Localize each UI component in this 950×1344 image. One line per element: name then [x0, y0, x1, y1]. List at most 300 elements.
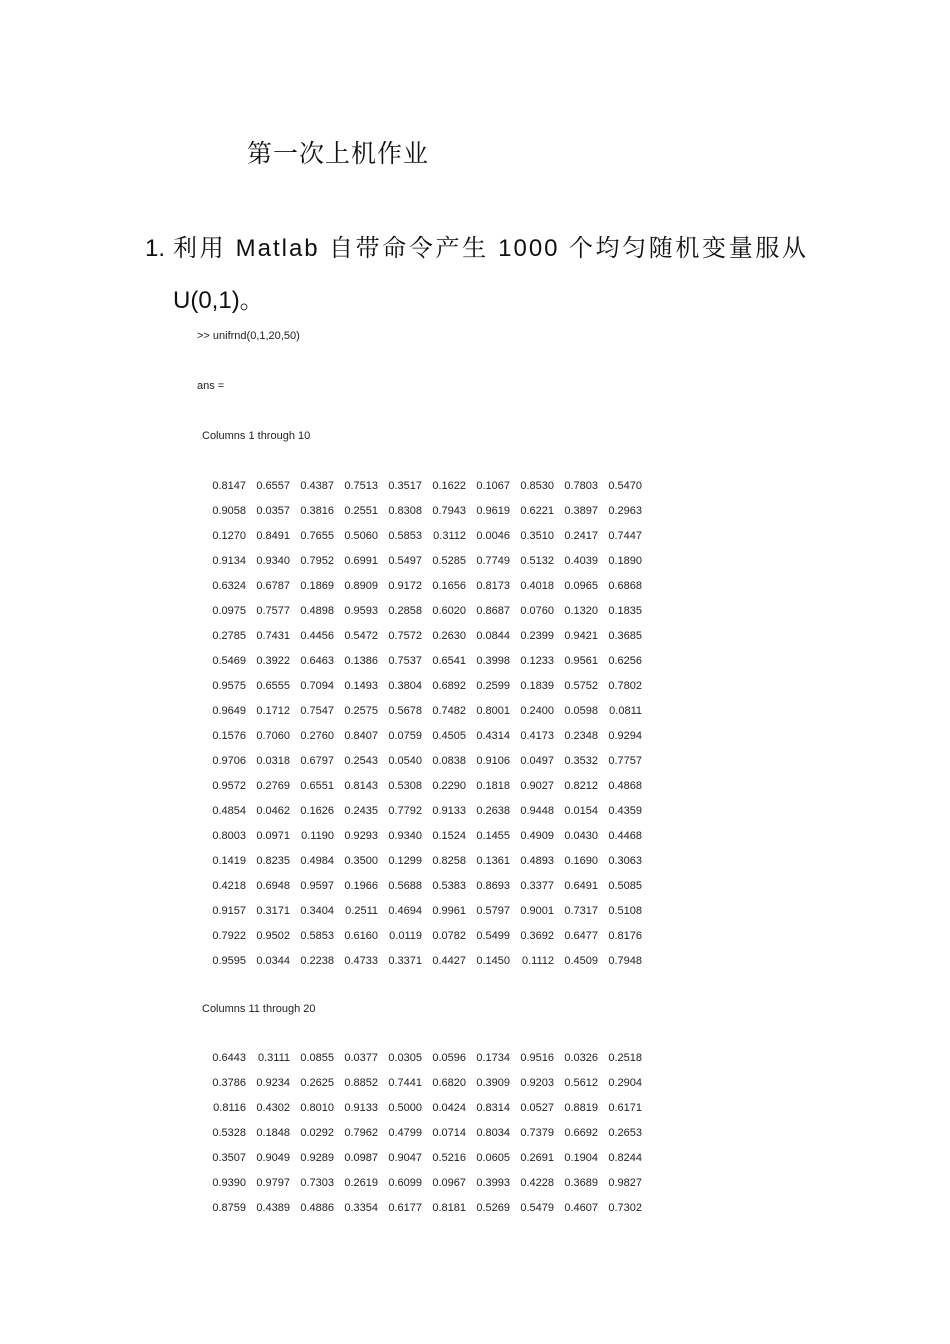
matrix-cell: 0.2575 [344, 704, 378, 717]
matrix-cell: 0.9234 [256, 1076, 290, 1089]
matrix-row [202, 748, 642, 773]
matlab-command: >> unifrnd(0,1,20,50) [197, 330, 300, 342]
matrix-cell: 0.3377 [520, 879, 554, 892]
matrix-cell: 0.4228 [520, 1176, 554, 1189]
matrix-cell: 0.0844 [476, 629, 510, 642]
matrix-cell: 0.2599 [476, 679, 510, 692]
matrix-cell: 0.9597 [300, 879, 334, 892]
matrix-cell: 0.4359 [608, 804, 642, 817]
matrix-cell: 0.9421 [564, 629, 598, 642]
matrix-cell: 0.0965 [564, 579, 598, 592]
matrix-row [202, 1070, 642, 1095]
matrix-cell: 0.1818 [476, 779, 510, 792]
matrix-cell: 0.4694 [388, 904, 422, 917]
matrix-cell: 0.7302 [608, 1201, 642, 1214]
matrix-cell: 0.1626 [300, 804, 334, 817]
matrix-cell: 0.2858 [388, 604, 422, 617]
matrix-cell: 0.7962 [344, 1126, 378, 1139]
matrix-cell: 0.9561 [564, 654, 598, 667]
matrix-cell: 0.9619 [476, 504, 510, 517]
matrix-cell: 0.6221 [520, 504, 554, 517]
matrix-cell: 0.9133 [432, 804, 466, 817]
matrix-cell: 0.5383 [432, 879, 466, 892]
matrix-cell: 0.9390 [212, 1176, 246, 1189]
matrix-cell: 0.7513 [344, 479, 378, 492]
matrix-cell: 0.4427 [432, 954, 466, 967]
matrix-cell: 0.3993 [476, 1176, 510, 1189]
matrix-cell: 0.1712 [256, 704, 290, 717]
matrix-cell: 0.8759 [212, 1201, 246, 1214]
matrix-cell: 0.8244 [608, 1151, 642, 1164]
matrix-cell: 0.1493 [344, 679, 378, 692]
matrix-cell: 0.5612 [564, 1076, 598, 1089]
matrix-cell: 0.7537 [388, 654, 422, 667]
matrix-cell: 0.1869 [300, 579, 334, 592]
matrix-cell: 0.3112 [433, 529, 466, 542]
matrix-cell: 0.7922 [212, 929, 246, 942]
matrix-cell: 0.9203 [520, 1076, 554, 1089]
matrix-cell: 0.3897 [564, 504, 598, 517]
matrix-cell: 0.1835 [608, 604, 642, 617]
matrix-cell: 0.6551 [300, 779, 334, 792]
matrix-cell: 0.6991 [344, 554, 378, 567]
matrix-cell: 0.0782 [432, 929, 466, 942]
matrix-cell: 0.7441 [388, 1076, 422, 1089]
matrix-cell: 0.6787 [256, 579, 290, 592]
matrix-cell: 0.2638 [476, 804, 510, 817]
matrix-row [202, 873, 642, 898]
matrix-cell: 0.7431 [256, 629, 290, 642]
matrix-cell: 0.6177 [388, 1201, 422, 1214]
matrix-cell: 0.8308 [388, 504, 422, 517]
matrix-cell: 0.9593 [344, 604, 378, 617]
matrix-cell: 0.3063 [608, 854, 642, 867]
matrix-row [202, 948, 642, 973]
matrix-cell: 0.5752 [564, 679, 598, 692]
matrix-cell: 0.9049 [256, 1151, 290, 1164]
matrix-cell: 0.9293 [344, 829, 378, 842]
matrix-cell: 0.2543 [344, 754, 378, 767]
matrix-cell: 0.5797 [476, 904, 510, 917]
matrix-cell: 0.6160 [344, 929, 378, 942]
matrix-cell: 0.3909 [476, 1076, 510, 1089]
matrix-row [202, 498, 642, 523]
matrix-cell: 0.9172 [388, 579, 422, 592]
matrix-cell: 0.6868 [608, 579, 642, 592]
matrix-cell: 0.1734 [476, 1051, 510, 1064]
matrix-cell: 0.0357 [256, 504, 290, 517]
matrix-cell: 0.0430 [564, 829, 598, 842]
matrix-cell: 0.9706 [212, 754, 246, 767]
matrix-cell: 0.2619 [344, 1176, 378, 1189]
matrix-cell: 0.7802 [608, 679, 642, 692]
matrix-cell: 0.0838 [432, 754, 466, 767]
matrix-cell: 0.1839 [520, 679, 554, 692]
matrix-cell: 0.8491 [256, 529, 290, 542]
matrix-cell: 0.5085 [608, 879, 642, 892]
matrix-cell: 0.4468 [608, 829, 642, 842]
columns-header-1: Columns 1 through 10 [202, 430, 311, 442]
matrix-cell: 0.1966 [344, 879, 378, 892]
matrix-cell: 0.5216 [432, 1151, 466, 1164]
matrix-cell: 0.6820 [432, 1076, 466, 1089]
matrix-row [202, 523, 642, 548]
matrix-cell: 0.7655 [300, 529, 334, 542]
matrix-cell: 0.4799 [388, 1126, 422, 1139]
matrix-cell: 0.6892 [432, 679, 466, 692]
question-text-line1: 利用 Matlab 自带命令产生 1000 个均匀随机变量服从 [173, 235, 808, 262]
matrix-cell: 0.4505 [432, 729, 466, 742]
matrix-cell: 0.2653 [608, 1126, 642, 1139]
matrix-cell: 0.6324 [212, 579, 246, 592]
matrix-cell: 0.3171 [256, 904, 290, 917]
matrix-cell: 0.4302 [256, 1101, 290, 1114]
matrix-cell: 0.8258 [432, 854, 466, 867]
matrix-cell: 0.0855 [300, 1051, 334, 1064]
matrix-row [202, 798, 642, 823]
matrix-cell: 0.2518 [608, 1051, 642, 1064]
matrix-cell: 0.0967 [432, 1176, 466, 1189]
matrix-block-1-body [202, 473, 642, 973]
matrix-cell: 0.3922 [256, 654, 290, 667]
matrix-cell: 0.5497 [388, 554, 422, 567]
matrix-cell: 0.3685 [608, 629, 642, 642]
matrix-cell: 0.3998 [476, 654, 510, 667]
matrix-cell: 0.3507 [212, 1151, 246, 1164]
matrix-cell: 0.6171 [608, 1101, 642, 1114]
matrix-cell: 0.1067 [476, 479, 510, 492]
matrix-cell: 0.0305 [388, 1051, 422, 1064]
matrix-cell: 0.6948 [256, 879, 290, 892]
matrix-cell: 0.4607 [564, 1201, 598, 1214]
matrix-cell: 0.0759 [388, 729, 422, 742]
matrix-cell: 0.4314 [476, 729, 510, 742]
matrix-cell: 0.4893 [520, 854, 554, 867]
matrix-cell: 0.6020 [432, 604, 466, 617]
matrix-cell: 0.1233 [520, 654, 554, 667]
matrix-cell: 0.5470 [608, 479, 642, 492]
matrix-cell: 0.0971 [256, 829, 290, 842]
matrix-cell: 0.2769 [256, 779, 290, 792]
matrix-cell: 0.8001 [476, 704, 510, 717]
matrix-cell: 0.8909 [344, 579, 378, 592]
matrix-cell: 0.2290 [432, 779, 466, 792]
matrix-cell: 0.1524 [432, 829, 466, 842]
matrix-cell: 0.2625 [300, 1076, 334, 1089]
matrix-cell: 0.0598 [564, 704, 598, 717]
matrix-block-2-body [202, 1045, 642, 1220]
matrix-cell: 0.1656 [432, 579, 466, 592]
matrix-cell: 0.6555 [256, 679, 290, 692]
matrix-cell: 0.9797 [256, 1176, 290, 1189]
matrix-row [202, 1145, 642, 1170]
matrix-cell: 0.9827 [608, 1176, 642, 1189]
matrix-cell: 0.5688 [388, 879, 422, 892]
matrix-cell: 0.1455 [476, 829, 510, 842]
matrix-cell: 0.6797 [300, 754, 334, 767]
matrix-row [202, 698, 642, 723]
matrix-cell: 0.1450 [476, 954, 510, 967]
matrix-cell: 0.2435 [344, 804, 378, 817]
matrix-cell: 0.1361 [476, 854, 510, 867]
matrix-row [202, 473, 642, 498]
matrix-cell: 0.3786 [212, 1076, 246, 1089]
matrix-cell: 0.2904 [608, 1076, 642, 1089]
matrix-cell: 0.4039 [564, 554, 598, 567]
matrix-cell: 0.5285 [432, 554, 466, 567]
matrix-cell: 0.8173 [476, 579, 510, 592]
matrix-cell: 0.7379 [520, 1126, 554, 1139]
matrix-cell: 0.5108 [608, 904, 642, 917]
matrix-cell: 0.1890 [608, 554, 642, 567]
matrix-cell: 0.0714 [432, 1126, 466, 1139]
matrix-cell: 0.1320 [564, 604, 598, 617]
matrix-cell: 0.2630 [432, 629, 466, 642]
matrix-cell: 0.7948 [608, 954, 642, 967]
matrix-cell: 0.8407 [344, 729, 378, 742]
matrix-cell: 0.8147 [212, 479, 246, 492]
matrix-cell: 0.9572 [212, 779, 246, 792]
matrix-cell: 0.9649 [212, 704, 246, 717]
ans-label: ans = [197, 380, 225, 392]
matrix-cell: 0.5469 [212, 654, 246, 667]
matrix-cell: 0.5328 [212, 1126, 246, 1139]
matrix-cell: 0.4868 [608, 779, 642, 792]
matrix-cell: 0.3689 [564, 1176, 598, 1189]
matrix-cell: 0.3500 [344, 854, 378, 867]
matrix-cell: 0.0975 [212, 604, 246, 617]
matrix-cell: 0.6256 [608, 654, 642, 667]
matrix-cell: 0.8687 [476, 604, 510, 617]
matrix-cell: 0.7572 [388, 629, 422, 642]
matrix-cell: 0.5000 [388, 1101, 422, 1114]
matrix-cell: 0.9157 [212, 904, 246, 917]
matrix-cell: 0.7803 [564, 479, 598, 492]
matrix-cell: 0.8235 [256, 854, 290, 867]
matrix-cell: 0.1112 [521, 954, 554, 967]
page-title: 第一次上机作业 [247, 139, 430, 168]
matrix-row [202, 1045, 642, 1070]
matrix-cell: 0.4898 [300, 604, 334, 617]
matrix-row [202, 623, 642, 648]
matrix-cell: 0.4173 [520, 729, 554, 742]
matrix-cell: 0.0540 [388, 754, 422, 767]
matrix-cell: 0.5678 [388, 704, 422, 717]
matrix-cell: 0.0377 [344, 1051, 378, 1064]
matrix-cell: 0.2399 [520, 629, 554, 642]
matrix-cell: 0.2400 [520, 704, 554, 717]
matrix-cell: 0.6541 [432, 654, 466, 667]
matrix-row [202, 848, 642, 873]
matrix-cell: 0.2963 [608, 504, 642, 517]
matrix-cell: 0.7060 [256, 729, 290, 742]
matrix-cell: 0.0119 [389, 929, 422, 942]
matrix-cell: 0.7792 [388, 804, 422, 817]
matrix-cell: 0.2348 [564, 729, 598, 742]
matrix-cell: 0.9289 [300, 1151, 334, 1164]
matrix-row [202, 673, 642, 698]
matrix-cell: 0.0318 [256, 754, 290, 767]
matrix-cell: 0.1904 [564, 1151, 598, 1164]
matrix-cell: 0.8034 [476, 1126, 510, 1139]
matrix-cell: 0.6557 [256, 479, 290, 492]
matrix-cell: 0.4886 [300, 1201, 334, 1214]
matrix-cell: 0.9001 [520, 904, 554, 917]
matrix-cell: 0.6692 [564, 1126, 598, 1139]
matrix-row [202, 598, 642, 623]
matrix-row [202, 823, 642, 848]
matrix-cell: 0.3510 [520, 529, 554, 542]
matrix-cell: 0.4509 [564, 954, 598, 967]
matrix-cell: 0.0497 [520, 754, 554, 767]
matrix-cell: 0.9961 [432, 904, 466, 917]
matrix-cell: 0.2785 [212, 629, 246, 642]
matrix-cell: 0.8530 [520, 479, 554, 492]
matrix-row [202, 548, 642, 573]
matrix-cell: 0.7094 [300, 679, 334, 692]
matrix-row [202, 1095, 642, 1120]
matrix-block-1 [202, 473, 642, 973]
matrix-row [202, 1170, 642, 1195]
matrix-cell: 0.7577 [256, 604, 290, 617]
matrix-cell: 0.2511 [345, 904, 378, 917]
matrix-cell: 0.9448 [520, 804, 554, 817]
matrix-row [202, 648, 642, 673]
matrix-cell: 0.3816 [300, 504, 334, 517]
matrix-cell: 0.7303 [300, 1176, 334, 1189]
matrix-cell: 0.1419 [212, 854, 246, 867]
matrix-cell: 0.6443 [212, 1051, 246, 1064]
matrix-row [202, 1120, 642, 1145]
matrix-cell: 0.0046 [476, 529, 510, 542]
matrix-cell: 0.9294 [608, 729, 642, 742]
matrix-cell: 0.3404 [300, 904, 334, 917]
matrix-row [202, 773, 642, 798]
matrix-row [202, 573, 642, 598]
matrix-cell: 0.7447 [608, 529, 642, 542]
matrix-cell: 0.5308 [388, 779, 422, 792]
matrix-row [202, 923, 642, 948]
matrix-cell: 0.2760 [300, 729, 334, 742]
matrix-cell: 0.8003 [212, 829, 246, 842]
matrix-cell: 0.0760 [520, 604, 554, 617]
matrix-cell: 0.7547 [300, 704, 334, 717]
matrix-cell: 0.6477 [564, 929, 598, 942]
matrix-cell: 0.9502 [256, 929, 290, 942]
matrix-cell: 0.7757 [608, 754, 642, 767]
matrix-cell: 0.4456 [300, 629, 334, 642]
matrix-cell: 0.3371 [388, 954, 422, 967]
matrix-cell: 0.9133 [344, 1101, 378, 1114]
matrix-row [202, 723, 642, 748]
matrix-cell: 0.4909 [520, 829, 554, 842]
matrix-cell: 0.0987 [344, 1151, 378, 1164]
matrix-cell: 0.5472 [344, 629, 378, 642]
matrix-cell: 0.0811 [609, 704, 642, 717]
matrix-cell: 0.1622 [432, 479, 466, 492]
matrix-cell: 0.2417 [564, 529, 598, 542]
matrix-row [202, 898, 642, 923]
matrix-cell: 0.8693 [476, 879, 510, 892]
matrix-cell: 0.3517 [388, 479, 422, 492]
matrix-cell: 0.0462 [256, 804, 290, 817]
matrix-cell: 0.8819 [564, 1101, 598, 1114]
matrix-cell: 0.8181 [432, 1201, 466, 1214]
matrix-cell: 0.0527 [520, 1101, 554, 1114]
matrix-cell: 0.7943 [432, 504, 466, 517]
matrix-cell: 0.0292 [300, 1126, 334, 1139]
matrix-cell: 0.4733 [344, 954, 378, 967]
matrix-cell: 0.9340 [256, 554, 290, 567]
question-number: 1. [145, 235, 166, 262]
matrix-cell: 0.5479 [520, 1201, 554, 1214]
matrix-cell: 0.4387 [300, 479, 334, 492]
matrix-cell: 0.4018 [520, 579, 554, 592]
matrix-cell: 0.8116 [213, 1101, 246, 1114]
matrix-cell: 0.9134 [212, 554, 246, 567]
matrix-cell: 0.7317 [564, 904, 598, 917]
matrix-cell: 0.1690 [564, 854, 598, 867]
matrix-cell: 0.1299 [388, 854, 422, 867]
matrix-cell: 0.8010 [300, 1101, 334, 1114]
matrix-cell: 0.7749 [476, 554, 510, 567]
matrix-cell: 0.9027 [520, 779, 554, 792]
matrix-cell: 0.3804 [388, 679, 422, 692]
matrix-cell: 0.9595 [212, 954, 246, 967]
matrix-cell: 0.4218 [212, 879, 246, 892]
matrix-cell: 0.9575 [212, 679, 246, 692]
matrix-cell: 0.5853 [300, 929, 334, 942]
matrix-cell: 0.0424 [432, 1101, 466, 1114]
matrix-row [202, 1195, 642, 1220]
question-text-line2: U(0,1)。 [173, 287, 264, 314]
matrix-cell: 0.3354 [344, 1201, 378, 1214]
matrix-cell: 0.6491 [564, 879, 598, 892]
matrix-cell: 0.9340 [388, 829, 422, 842]
matrix-cell: 0.4854 [212, 804, 246, 817]
matrix-cell: 0.2691 [520, 1151, 554, 1164]
matrix-cell: 0.0344 [256, 954, 290, 967]
columns-header-2: Columns 11 through 20 [202, 1003, 316, 1015]
matrix-cell: 0.1576 [212, 729, 246, 742]
matrix-cell: 0.9106 [476, 754, 510, 767]
matrix-cell: 0.8176 [608, 929, 642, 942]
matrix-cell: 0.1270 [212, 529, 246, 542]
matrix-cell: 0.5269 [476, 1201, 510, 1214]
matrix-cell: 0.0596 [432, 1051, 466, 1064]
matrix-cell: 0.8212 [564, 779, 598, 792]
matrix-cell: 0.6463 [300, 654, 334, 667]
matrix-cell: 0.3692 [520, 929, 554, 942]
matrix-block-2 [202, 1045, 642, 1220]
matrix-cell: 0.1848 [256, 1126, 290, 1139]
matrix-cell: 0.9058 [212, 504, 246, 517]
matrix-cell: 0.0326 [564, 1051, 598, 1064]
matrix-cell: 0.5132 [520, 554, 554, 567]
matrix-cell: 0.1190 [301, 829, 334, 842]
matrix-cell: 0.2238 [300, 954, 334, 967]
matrix-cell: 0.5853 [388, 529, 422, 542]
matrix-cell: 0.9047 [388, 1151, 422, 1164]
matrix-cell: 0.6099 [388, 1176, 422, 1189]
matrix-cell: 0.4984 [300, 854, 334, 867]
matrix-cell: 0.9516 [520, 1051, 554, 1064]
matrix-cell: 0.2551 [344, 504, 378, 517]
matrix-cell: 0.7482 [432, 704, 466, 717]
matrix-cell: 0.3532 [564, 754, 598, 767]
matrix-cell: 0.1386 [344, 654, 378, 667]
matrix-cell: 0.0154 [564, 804, 598, 817]
